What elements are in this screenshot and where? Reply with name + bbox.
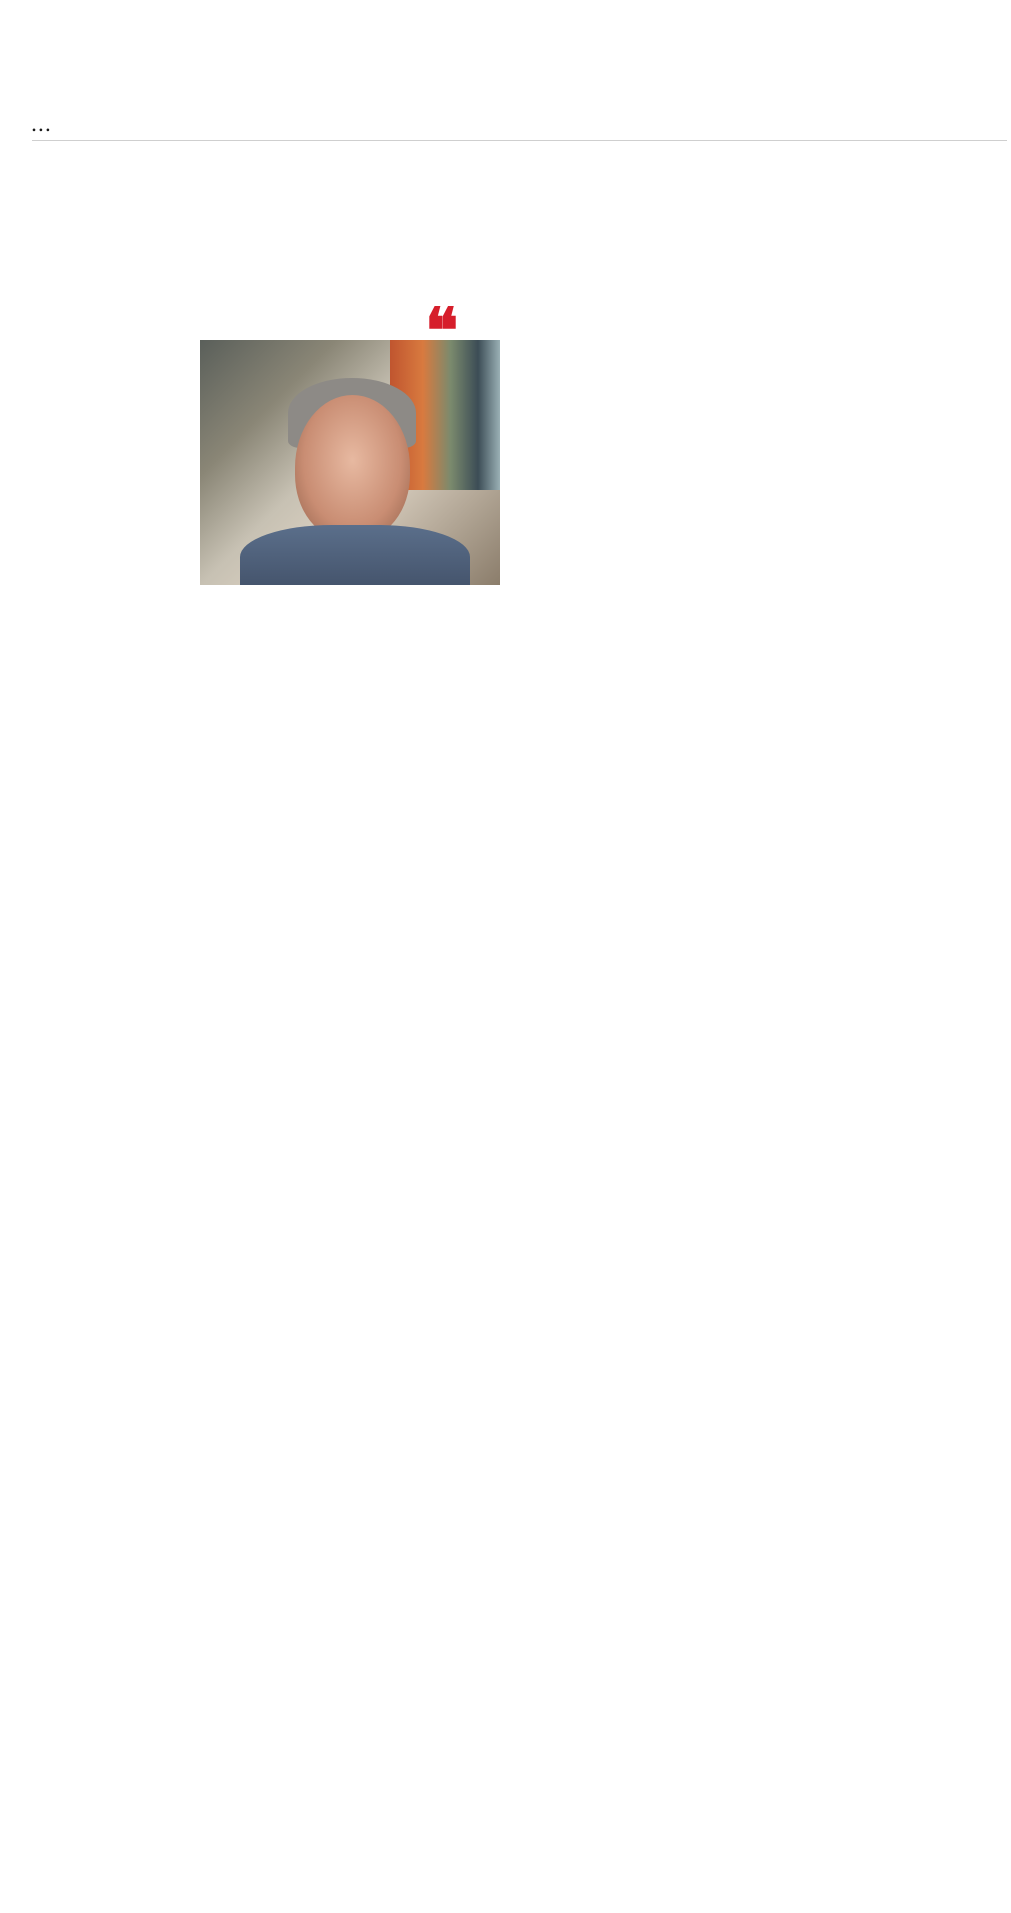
folio-sep: • [32, 125, 39, 137]
portrait-shirt [240, 525, 470, 585]
folio-sep: • [38, 125, 46, 137]
page-folio [32, 123, 1007, 141]
article-column-1 [32, 362, 188, 364]
quote-mark-icon: ❝ [425, 294, 455, 367]
folio-sep: • [45, 125, 50, 137]
portrait-face [295, 395, 410, 540]
pull-quote-attribution [423, 538, 541, 550]
